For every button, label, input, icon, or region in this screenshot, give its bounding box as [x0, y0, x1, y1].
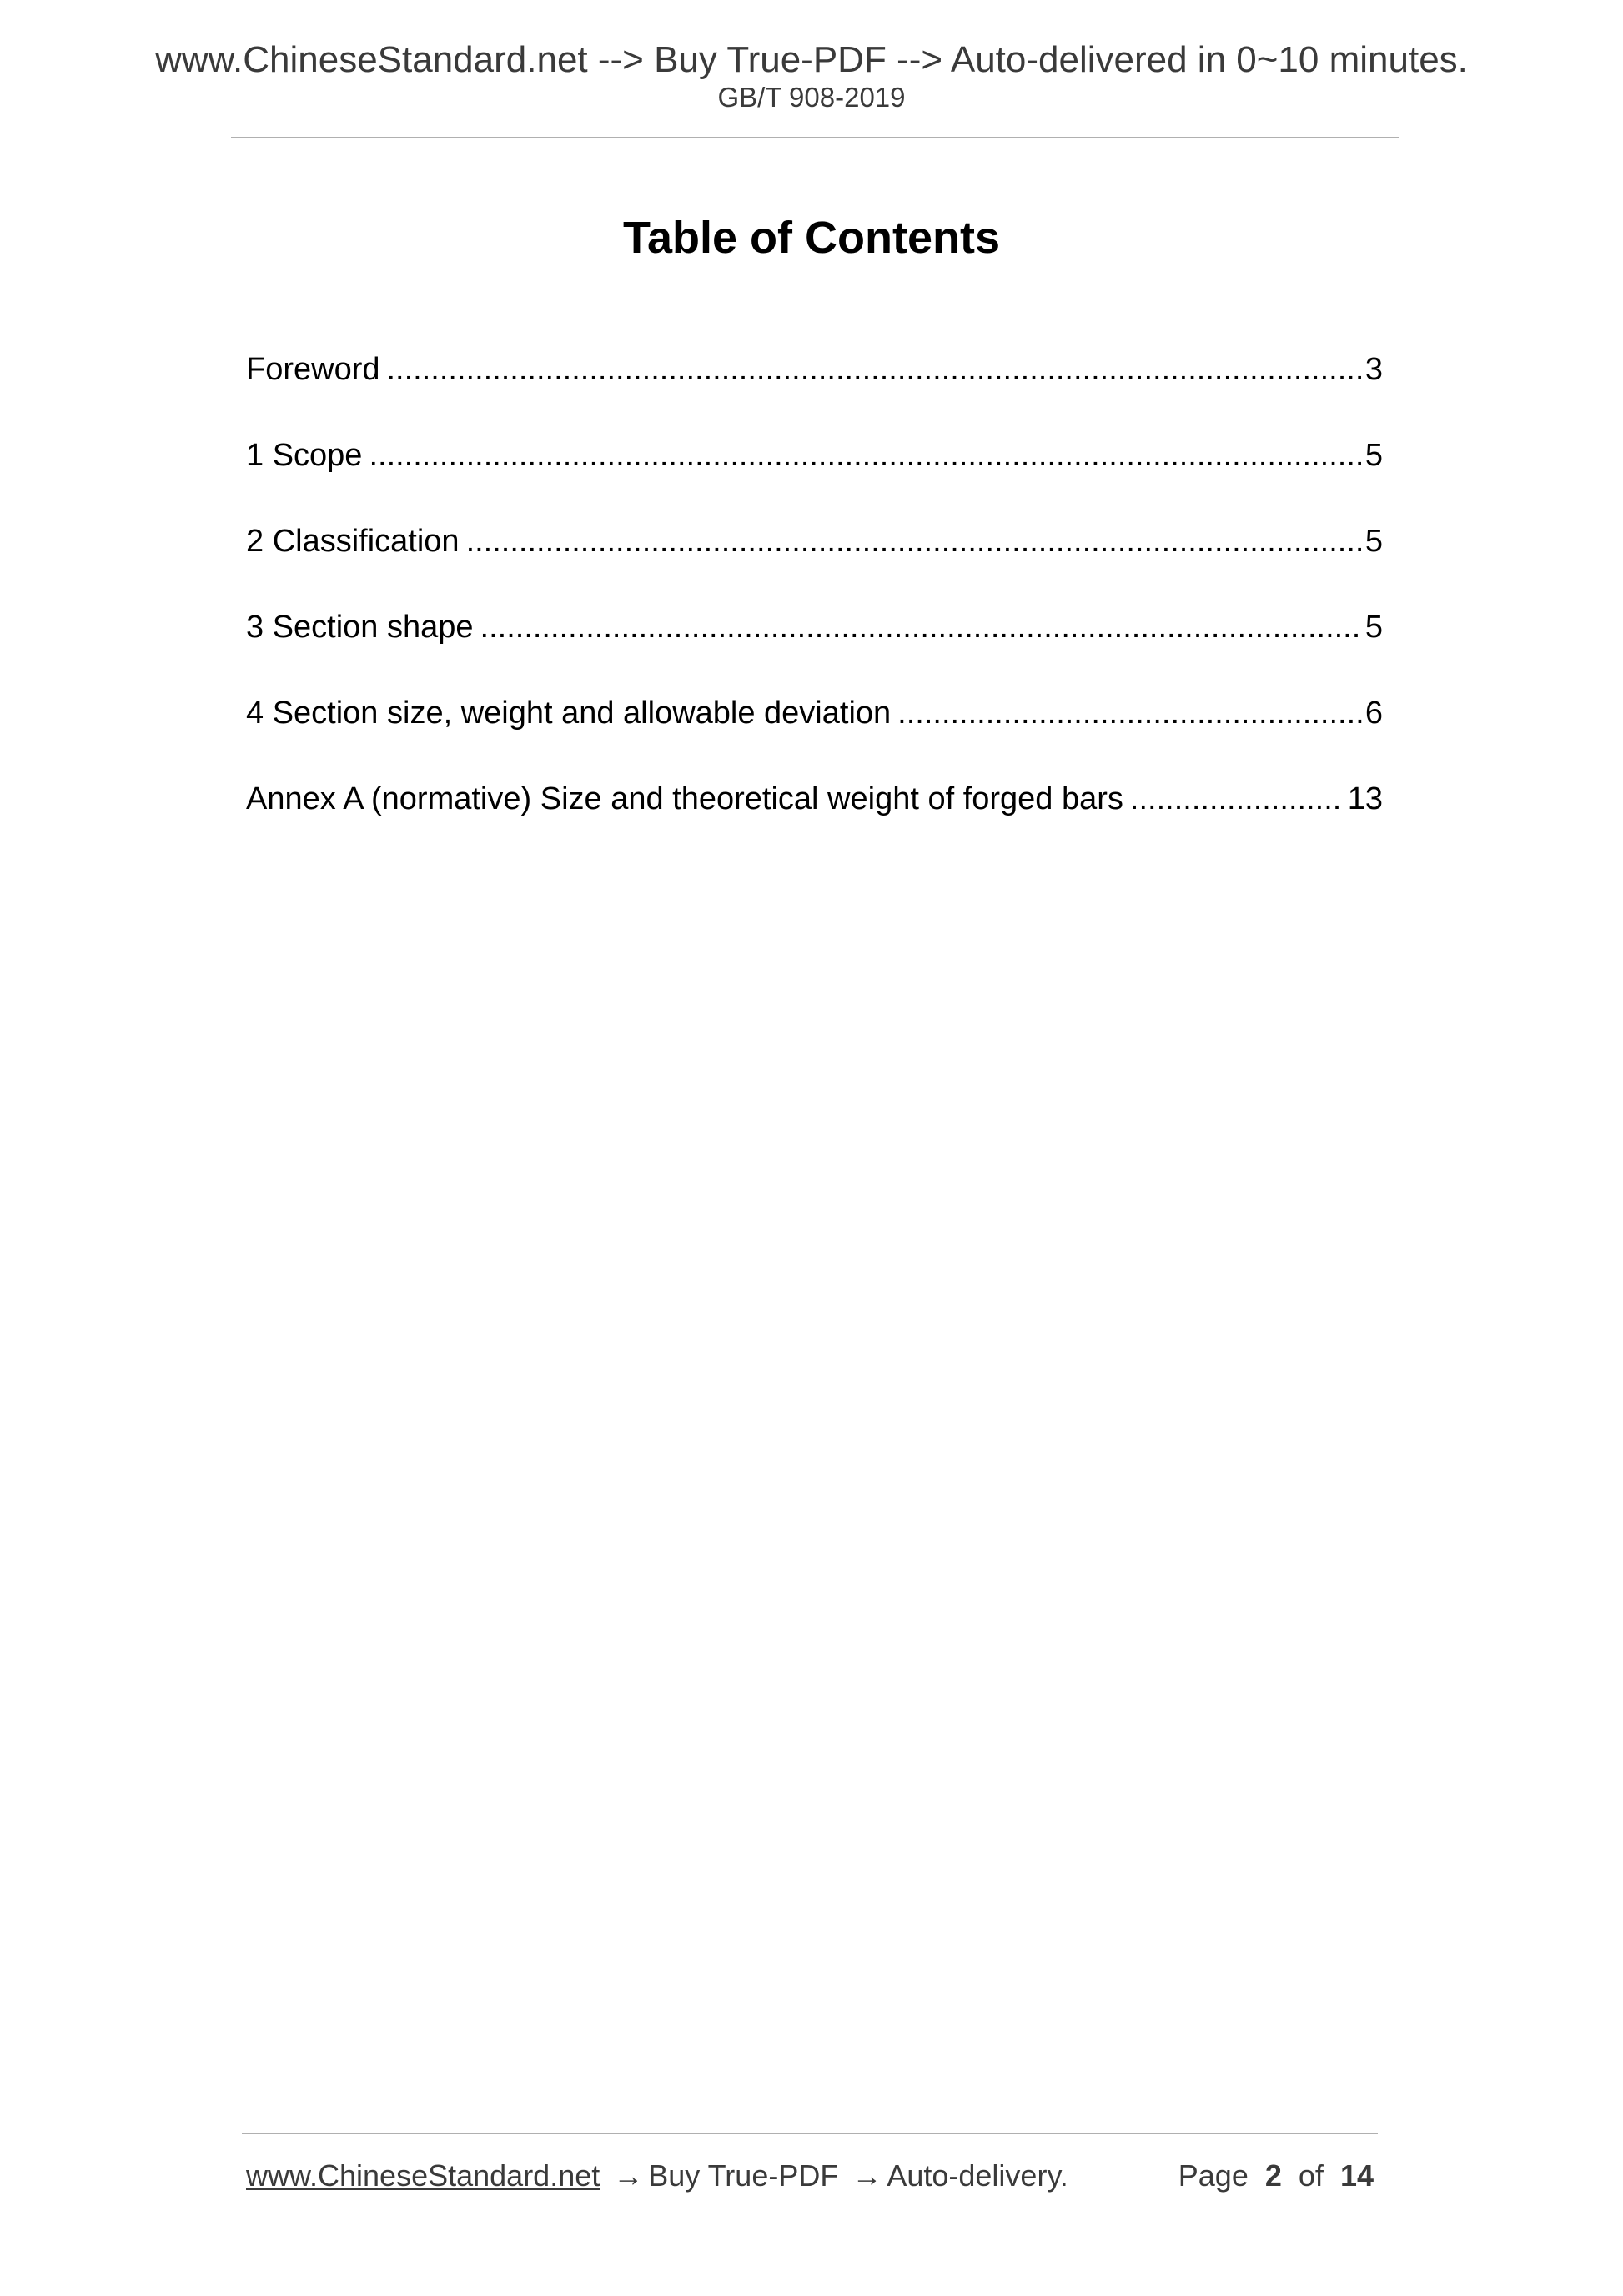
page-of-word: of — [1298, 2158, 1324, 2193]
toc-leader-dots — [1130, 778, 1344, 820]
toc-list — [246, 349, 1383, 864]
toc-entry-classification[interactable] — [246, 520, 1383, 606]
toc-entry-label: 4 Section size, weight and allowable deviation — [246, 696, 892, 731]
toc-title: Table of Contents — [623, 213, 1000, 263]
toc-entry-page: 3 — [1364, 352, 1383, 387]
toc-entry-label: 1 Scope — [246, 438, 363, 473]
page-total: 14 — [1339, 2158, 1374, 2193]
toc-entry-section-shape[interactable] — [246, 606, 1383, 692]
toc-entry-page: 5 — [1364, 610, 1383, 645]
toc-entry-foreword[interactable] — [246, 349, 1383, 435]
footer-divider — [242, 2133, 1378, 2134]
header-divider — [231, 137, 1399, 138]
footer-promo — [246, 2158, 1068, 2193]
arrow-right-icon: → — [613, 2158, 644, 2193]
toc-leader-dots — [466, 520, 1362, 562]
footer-website-link[interactable]: www.ChineseStandard.net — [246, 2158, 600, 2193]
page-word: Page — [1178, 2158, 1249, 2193]
toc-leader-dots — [387, 349, 1362, 390]
toc-entry-annex-a[interactable] — [246, 778, 1383, 864]
toc-entry-page: 6 — [1364, 696, 1383, 731]
toc-entry-page: 5 — [1364, 524, 1383, 559]
toc-entry-scope[interactable] — [246, 435, 1383, 520]
toc-entry-page: 5 — [1364, 438, 1383, 473]
header-banner: www.ChineseStandard.net --> Buy True-PDF --> Auto-delivered in 0~10 minutes. — [155, 39, 1468, 80]
toc-entry-section-size[interactable] — [246, 692, 1383, 778]
toc-leader-dots — [897, 692, 1362, 734]
footer-buy-text: Buy True-PDF — [648, 2158, 839, 2193]
arrow-right-icon: → — [852, 2158, 882, 2193]
toc-entry-label: 3 Section shape — [246, 610, 474, 645]
page-current: 2 — [1264, 2158, 1282, 2193]
page-number — [1178, 2158, 1374, 2193]
toc-leader-dots — [369, 435, 1361, 476]
toc-leader-dots — [480, 606, 1362, 648]
toc-entry-label: Annex A (normative) Size and theoretical weight of forged bars — [246, 781, 1123, 816]
toc-entry-page: 13 — [1347, 781, 1383, 816]
document-code: GB/T 908-2019 — [717, 82, 906, 113]
toc-entry-label: Foreword — [246, 352, 380, 387]
footer-delivery-text: Auto-delivery. — [887, 2158, 1068, 2193]
toc-entry-label: 2 Classification — [246, 524, 460, 559]
